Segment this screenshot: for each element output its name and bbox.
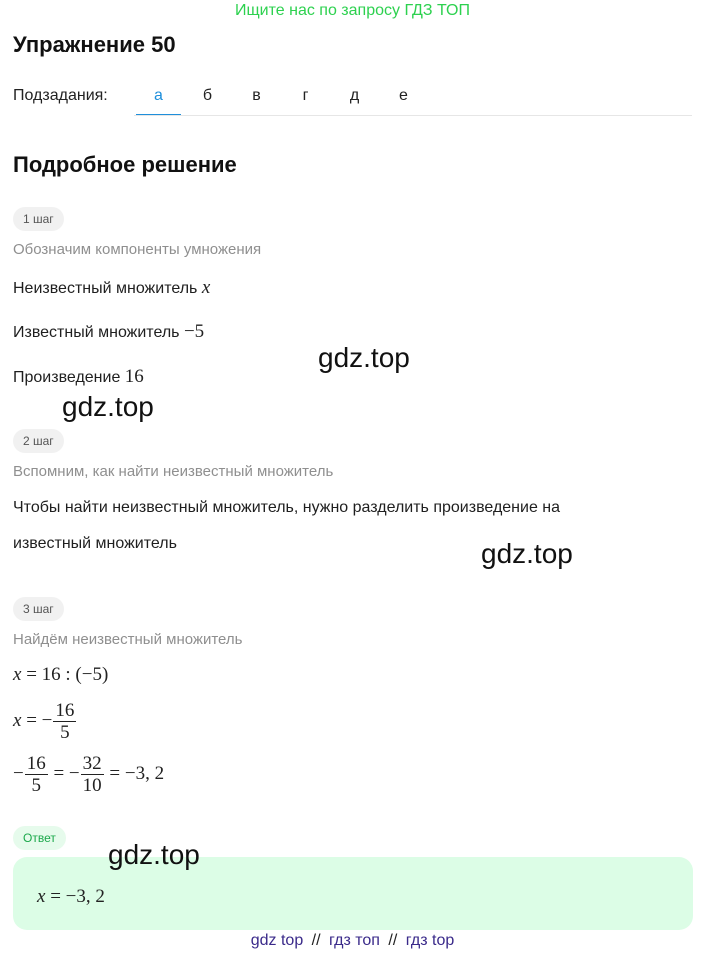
footer-separator-2: //: [388, 932, 398, 949]
step-2-hint: Вспомним, как найти неизвестный множитель: [13, 463, 334, 480]
eq3-denominator-2: 10: [82, 775, 102, 796]
step-1-line-2: [13, 321, 204, 343]
step-3-hint: Найдём неизвестный множитель: [13, 631, 243, 648]
answer-equation: [37, 886, 105, 908]
eq1-rhs: = 16 : (−5): [26, 664, 109, 685]
step-1-badge: 1 шаг: [13, 207, 64, 231]
tab-e[interactable]: е: [399, 87, 408, 104]
tab-d[interactable]: д: [349, 87, 360, 104]
step-1-line-3: [13, 366, 144, 388]
step-1-line-1: [13, 277, 210, 299]
tab-g[interactable]: г: [302, 87, 309, 104]
top-banner: Ищите нас по запросу ГДЗ ТОП: [235, 2, 470, 19]
eq3-fraction-1: [25, 753, 48, 796]
eq1-var: x: [13, 664, 22, 685]
step-3-badge: 3 шаг: [13, 597, 64, 621]
footer-link-1[interactable]: gdz top: [250, 932, 304, 949]
watermark-3: gdz.top: [481, 538, 573, 569]
page-title: Упражнение 50: [13, 32, 176, 57]
footer-separator-1: //: [311, 932, 321, 949]
tab-b[interactable]: б: [202, 87, 213, 104]
step-3-equation-1: [13, 664, 108, 686]
eq2-numerator: 16: [55, 700, 75, 721]
answer-rhs: = −3, 2: [50, 886, 105, 907]
step-1-line-3-value: 16: [124, 366, 144, 387]
step-3-equation-2: [13, 700, 77, 743]
subtasks-label: Подзадания:: [13, 87, 108, 104]
step-1-line-2-text: Известный множитель: [13, 324, 180, 341]
eq2-op: = −: [26, 709, 53, 731]
step-3-equation-3: [13, 753, 164, 796]
subtasks-tabs: [134, 80, 428, 116]
step-2-badge: 2 шаг: [13, 429, 64, 453]
footer-link-2[interactable]: гдз топ: [329, 932, 380, 949]
step-1-line-2-value: −5: [183, 321, 205, 342]
step-2-text-line-1: Чтобы найти неизвестный множитель, нужно разделить произведение на: [13, 499, 561, 516]
eq3-result: = −3, 2: [109, 762, 165, 784]
watermark-2: gdz.top: [62, 391, 154, 422]
step-1-line-3-text: Произведение: [13, 369, 121, 386]
eq3-mid: = −: [53, 762, 80, 784]
eq3-lead: −: [13, 762, 24, 784]
tab-v[interactable]: в: [252, 87, 261, 104]
solution-title: Подробное решение: [13, 152, 237, 177]
tabs-divider: [134, 115, 692, 116]
step-1-hint: Обозначим компоненты умножения: [13, 241, 262, 258]
eq3-numerator-1: 16: [26, 753, 46, 774]
step-2-text-line-2: известный множитель: [13, 535, 177, 552]
eq3-fraction-2: [81, 753, 104, 796]
footer-link-3[interactable]: гдз top: [405, 932, 455, 949]
watermark-4: gdz.top: [108, 839, 200, 870]
step-1-line-1-value: x: [201, 277, 211, 298]
eq2-denominator: 5: [60, 722, 70, 743]
step-1-line-1-text: Неизвестный множитель: [13, 280, 198, 297]
footer-links: [0, 932, 705, 950]
eq3-denominator-1: 5: [31, 775, 41, 796]
eq3-numerator-2: 32: [82, 753, 102, 774]
answer-var: x: [37, 886, 46, 907]
answer-badge: Ответ: [13, 826, 66, 850]
eq2-fraction: [53, 700, 76, 743]
watermark-1: gdz.top: [318, 342, 410, 373]
eq2-var: x: [13, 709, 22, 731]
tab-a[interactable]: а: [134, 80, 183, 116]
